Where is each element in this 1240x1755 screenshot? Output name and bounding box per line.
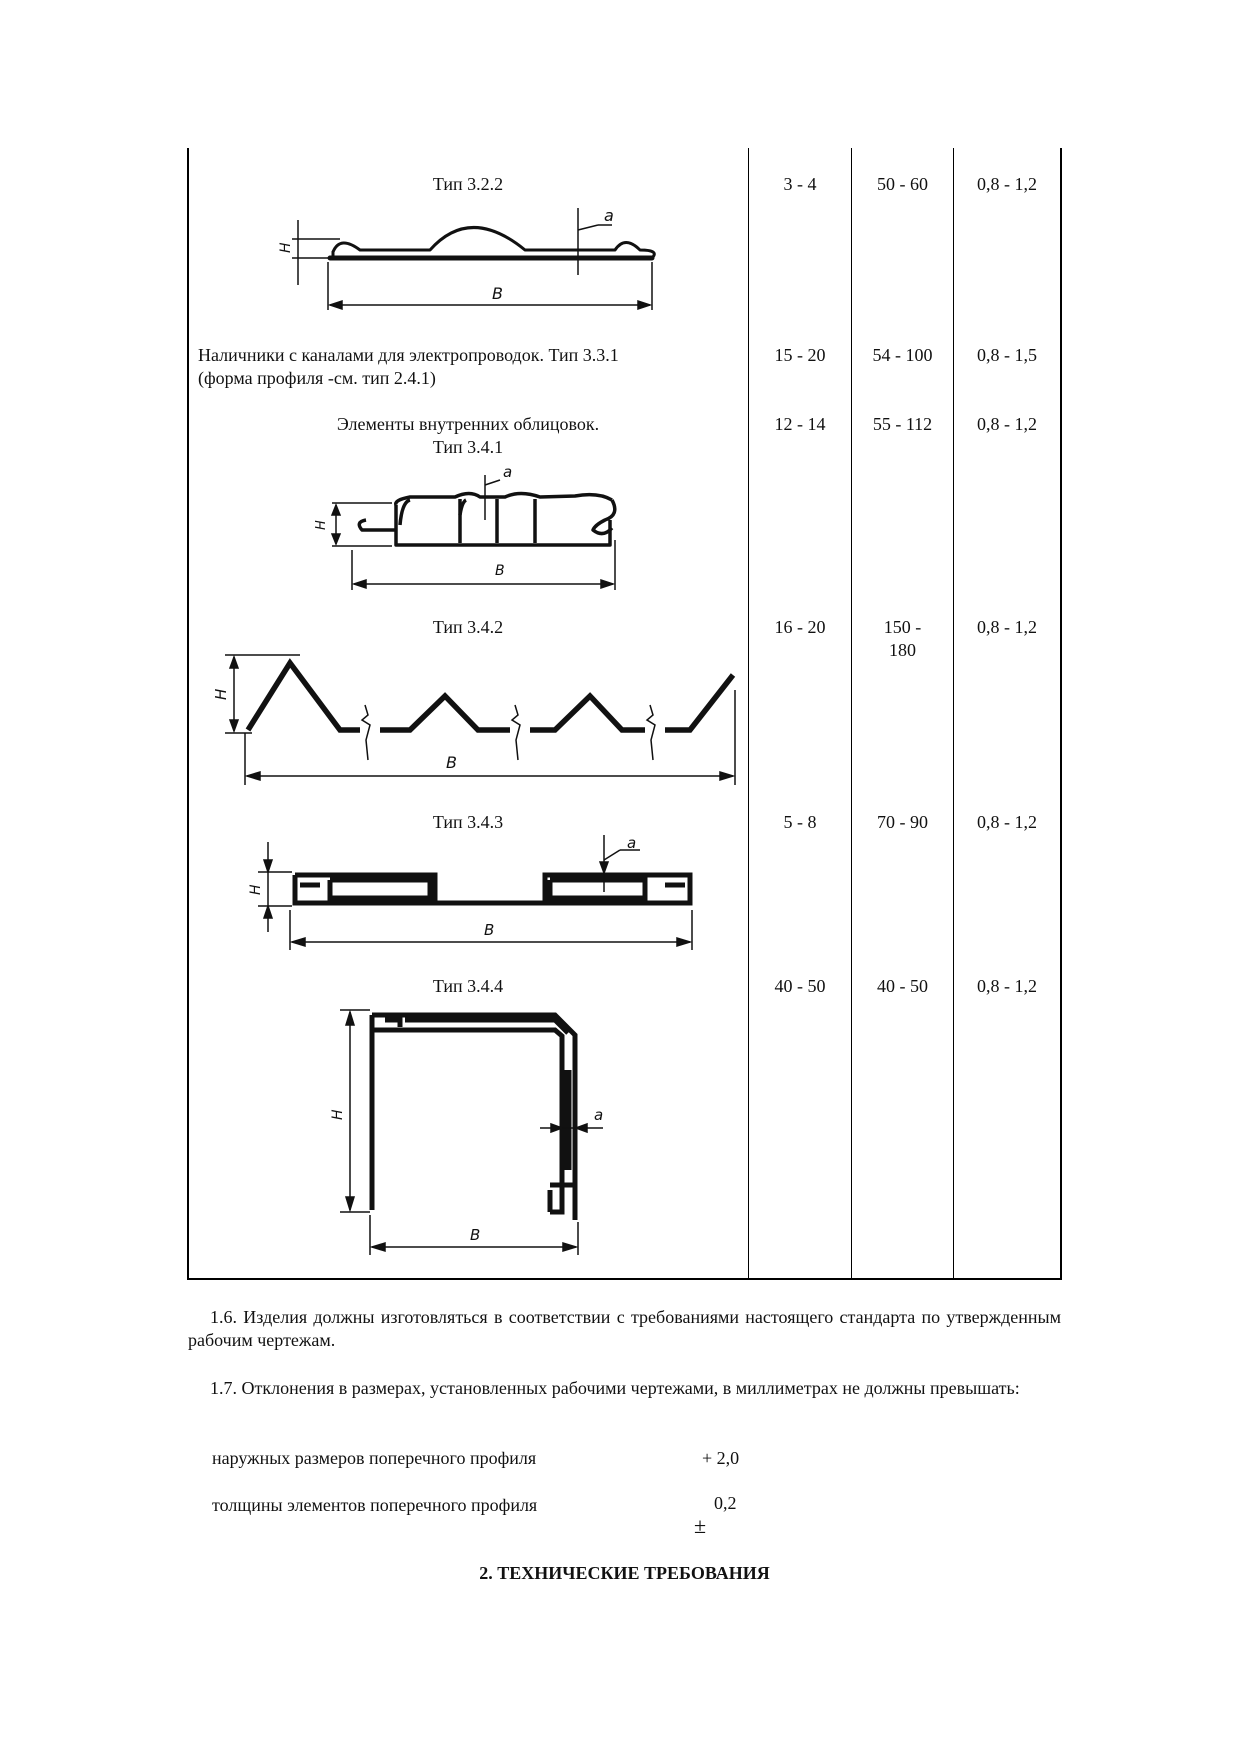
row-3-4-4-label: Тип 3.4.4 xyxy=(432,976,504,996)
row-3-4-3-wall: 0,8 - 1,2 xyxy=(977,812,1037,832)
row-3-4-2-label: Тип 3.4.2 xyxy=(432,617,504,637)
row-3-3-1-width: 54 - 100 xyxy=(872,345,933,365)
row-3-4-3-thickness: 5 - 8 xyxy=(783,812,817,832)
row-3-4-2-wall: 0,8 - 1,2 xyxy=(977,617,1037,637)
row-3-4-1-width: 55 - 112 xyxy=(872,414,933,434)
plus-minus-sign: ± xyxy=(694,1513,707,1538)
row-3-4-4-width: 40 - 50 xyxy=(877,976,928,996)
svg-text:H: H xyxy=(314,520,329,530)
row-3-3-1-label-line2: (форма профиля -см. тип 2.4.1) xyxy=(198,368,436,388)
tolerance-value-thickness: 0,2 xyxy=(714,1493,737,1513)
svg-text:a: a xyxy=(594,1106,604,1124)
svg-text:H: H xyxy=(212,688,230,700)
row-3-4-1-label-line2: Тип 3.4.1 xyxy=(432,437,504,457)
row-3-4-1-label-line1: Элементы внутренних облицовок. xyxy=(336,414,600,434)
row-3-4-2-thickness: 16 - 20 xyxy=(774,617,826,637)
table-divider-3 xyxy=(953,148,954,1280)
dim-b-3-4-4: B xyxy=(470,1226,481,1244)
table-bottom-border xyxy=(187,1278,1062,1280)
row-3-3-1-wall: 0,8 - 1,5 xyxy=(977,345,1037,365)
row-3-4-4-wall: 0,8 - 1,2 xyxy=(977,976,1037,996)
table-divider-1 xyxy=(748,148,749,1280)
row-3-4-4-thickness: 40 - 50 xyxy=(774,976,826,996)
row-3-4-3-width: 70 - 90 xyxy=(877,812,928,832)
table-right-border xyxy=(1060,148,1062,1280)
row-3-2-2-label: Тип 3.2.2 xyxy=(432,174,504,194)
svg-text:a: a xyxy=(503,463,513,481)
tolerance-value-outer: + 2,0 xyxy=(702,1448,740,1468)
tolerance-label-thickness: толщины элементов поперечного профиля xyxy=(212,1495,538,1515)
svg-text:H: H xyxy=(330,1109,346,1120)
row-3-3-1-thickness: 15 - 20 xyxy=(774,345,826,365)
row-3-2-2-thickness: 3 - 4 xyxy=(783,174,817,194)
row-3-2-2-wall: 0,8 - 1,2 xyxy=(977,174,1037,194)
tolerance-label-outer: наружных размеров поперечного профиля xyxy=(212,1448,537,1468)
dim-b-3-4-3: B xyxy=(484,921,495,939)
row-3-3-1-label-line1: Наличники с каналами для электропроводок. Тип 3.3.1 xyxy=(198,345,619,365)
row-3-4-2-width-line2: 180 xyxy=(889,640,916,660)
row-3-4-1-thickness: 12 - 14 xyxy=(774,414,826,434)
paragraph-1-6: 1.6. Изделия должны изготовляться в соответствии с требованиями настоящего стандарта по утвержденным рабочим чертежам. xyxy=(188,1307,1061,1350)
svg-text:a: a xyxy=(604,206,614,225)
row-3-4-2-width-line1: 150 - xyxy=(883,617,922,637)
svg-text:H: H xyxy=(248,884,264,895)
dim-b-3-2-2: B xyxy=(492,284,503,303)
table-divider-2 xyxy=(851,148,852,1280)
svg-text:H: H xyxy=(278,242,294,253)
table-left-border xyxy=(187,148,189,1280)
dim-b-3-4-2: B xyxy=(446,753,457,772)
section-heading: 2. ТЕХНИЧЕСКИЕ ТРЕБОВАНИЯ xyxy=(479,1563,770,1583)
dim-b-3-4-1: B xyxy=(495,563,505,579)
row-3-4-3-label: Тип 3.4.3 xyxy=(432,812,504,832)
row-3-4-1-wall: 0,8 - 1,2 xyxy=(977,414,1037,434)
row-3-2-2-width: 50 - 60 xyxy=(877,174,928,194)
svg-text:a: a xyxy=(627,834,637,852)
paragraph-1-7: 1.7. Отклонения в размерах, установленных рабочими чертежами, в миллиметрах не должны превышать: xyxy=(210,1378,1020,1398)
